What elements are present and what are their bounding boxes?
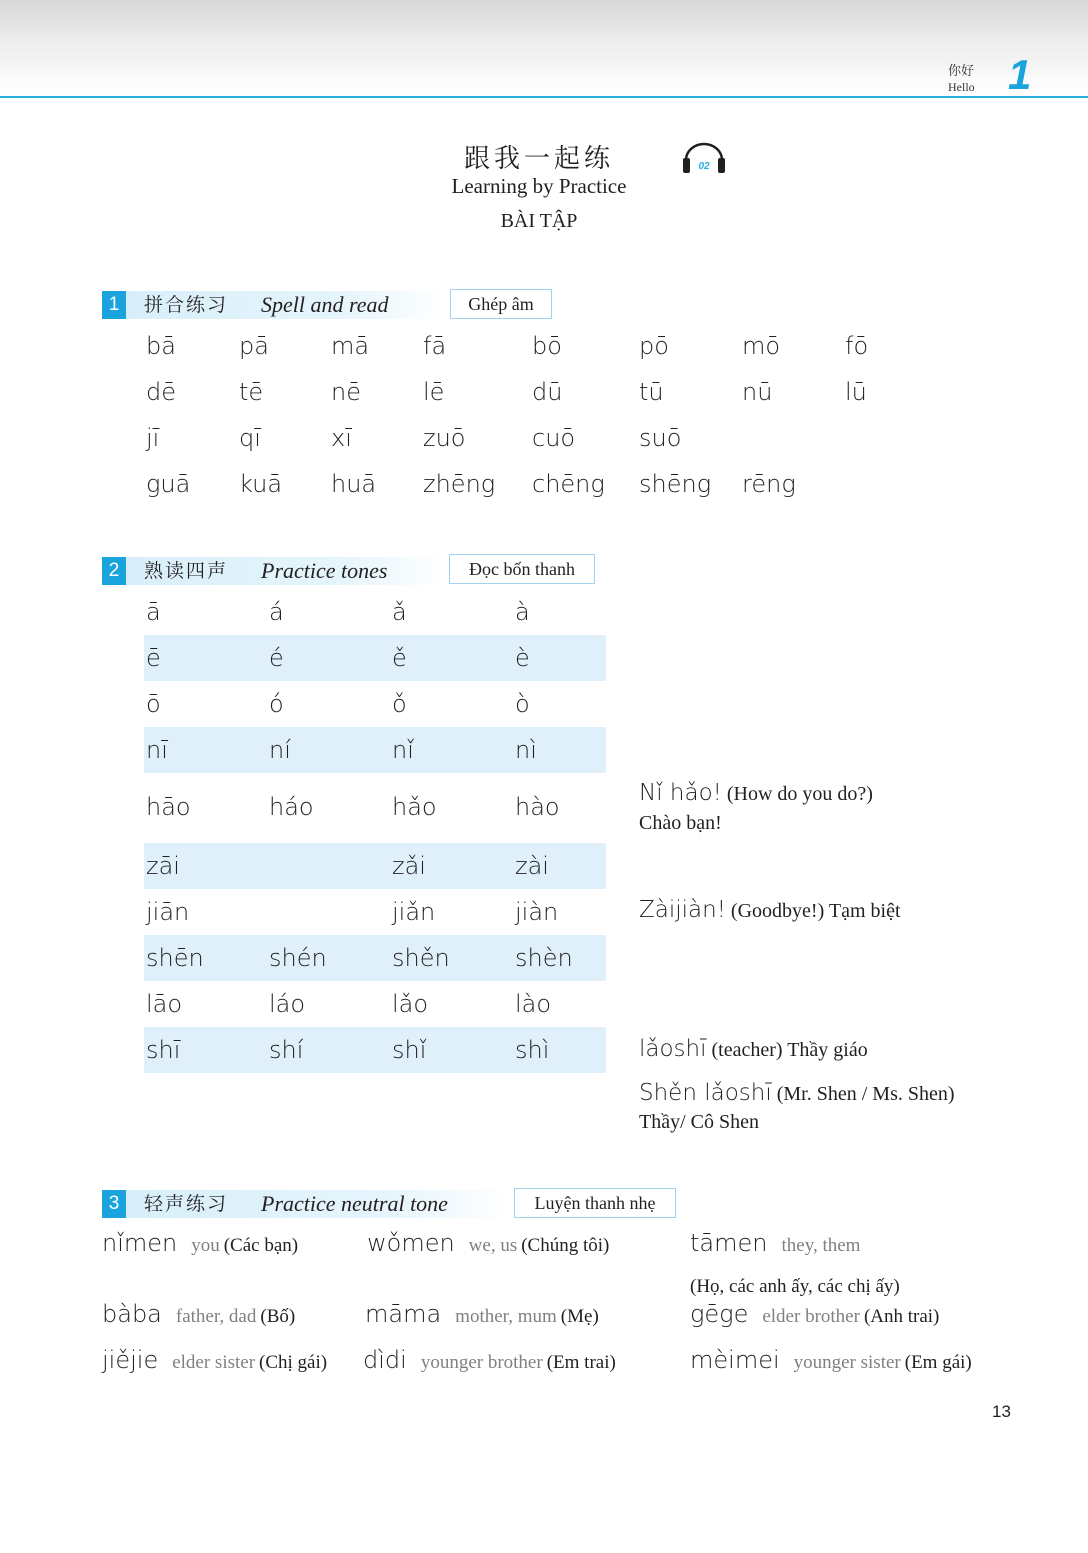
tone-syllable: zài: [515, 852, 549, 880]
note-pinyin: Nǐ hǎo!: [639, 780, 722, 806]
word-pinyin: māma: [365, 1300, 442, 1328]
pinyin-syllable: dū: [532, 378, 563, 406]
pinyin-syllable: fō: [845, 332, 869, 360]
tone-syllable: ǎ: [392, 598, 407, 626]
pinyin-syllable: zuō: [423, 424, 466, 452]
tone-syllable: shǐ: [392, 1036, 427, 1064]
tone-row: [144, 773, 606, 841]
word-gloss-english: younger sister: [793, 1352, 901, 1373]
tone-syllable: zāi: [146, 852, 180, 880]
lesson-title-en: Hello: [948, 80, 975, 94]
pinyin-syllable: mā: [331, 332, 370, 360]
note-pinyin: Zàijiàn!: [639, 897, 726, 923]
tone-syllable: à: [515, 598, 530, 626]
note-english: (teacher): [711, 1039, 783, 1061]
note-nihao: [639, 780, 873, 806]
note-pinyin: lǎoshī: [639, 1036, 707, 1062]
pinyin-syllable: tē: [239, 378, 264, 406]
pinyin-syllable: cuō: [532, 424, 576, 452]
tone-syllable: é: [269, 644, 284, 672]
tone-syllable: nī: [146, 736, 168, 764]
tone-syllable: lǎo: [392, 990, 429, 1018]
word-pinyin: dìdi: [363, 1346, 407, 1374]
tone-syllable: shén: [269, 944, 327, 972]
word-gloss-vietnamese: (Chúng tôi): [521, 1235, 610, 1256]
pinyin-syllable: nū: [742, 378, 773, 406]
pinyin-syllable: xī: [331, 424, 352, 452]
tone-syllable: shěn: [392, 944, 450, 972]
word-gloss-vietnamese: (Anh trai): [863, 1306, 940, 1327]
pinyin-syllable: mō: [742, 332, 781, 360]
note-english: (Goodbye!): [730, 900, 825, 922]
section-2-header: [102, 557, 446, 585]
word-pinyin: nǐmen: [102, 1229, 178, 1257]
word-gloss-english: father, dad: [175, 1306, 257, 1327]
tone-syllable: shèn: [515, 944, 573, 972]
neutral-tone-word: [363, 1346, 616, 1374]
pinyin-syllable: fā: [423, 332, 447, 360]
note-zaijian: [639, 897, 901, 923]
tone-syllable: ō: [146, 690, 161, 718]
tone-syllable: shí: [269, 1036, 304, 1064]
word-pinyin: jiějie: [102, 1346, 159, 1374]
tone-syllable: ǒ: [392, 690, 407, 718]
word-gloss-english: elder brother: [762, 1306, 860, 1327]
note-vietnamese: Thầy giáo: [787, 1039, 868, 1061]
word-gloss-vietnamese: (Em trai): [546, 1352, 616, 1373]
note-nihao-vi: Chào bạn!: [639, 812, 722, 834]
tone-syllable: shì: [515, 1036, 550, 1064]
pinyin-syllable: qī: [239, 424, 261, 452]
neutral-tone-word: [102, 1346, 327, 1374]
word-pinyin: gēge: [690, 1300, 749, 1328]
pinyin-syllable: huā: [331, 470, 377, 498]
section-heading-en: Practice tones: [261, 558, 388, 583]
header-rule: [0, 96, 1088, 98]
tone-syllable: nǐ: [392, 736, 414, 764]
tone-row: [144, 1027, 606, 1073]
tone-syllable: ó: [269, 690, 284, 718]
pinyin-syllable: chēng: [532, 470, 605, 498]
pinyin-syllable: pā: [239, 332, 269, 360]
pinyin-syllable: nē: [331, 378, 361, 406]
tone-syllable: zǎi: [392, 852, 426, 880]
pinyin-syllable: tū: [639, 378, 664, 406]
tone-syllable: háo: [269, 793, 314, 821]
word-gloss-english: younger brother: [420, 1352, 543, 1373]
pinyin-syllable: pō: [639, 332, 669, 360]
tone-syllable: hǎo: [392, 793, 437, 821]
neutral-tone-word: [690, 1346, 972, 1374]
page-number: 13: [992, 1402, 1011, 1421]
tone-syllable: ní: [269, 736, 291, 764]
word-gloss-english: they, them: [781, 1235, 861, 1256]
neutral-tone-word: [102, 1300, 295, 1328]
word-pinyin: mèimei: [690, 1346, 780, 1374]
pinyin-syllable: lē: [423, 378, 445, 406]
tone-row: [144, 843, 606, 889]
lesson-title-cn: 你好: [948, 64, 975, 79]
note-vietnamese: Tạm biệt: [828, 900, 901, 922]
pinyin-syllable: bā: [146, 332, 176, 360]
pinyin-syllable: guā: [146, 470, 191, 498]
page-header: [0, 0, 1088, 97]
section-number: 3: [102, 1190, 126, 1218]
section-title-cn: 跟我一起练: [463, 144, 614, 174]
section-heading-en: Practice neutral tone: [261, 1191, 448, 1216]
neutral-tone-word: [365, 1300, 599, 1328]
tone-syllable: hāo: [146, 793, 191, 821]
tone-syllable: jiàn: [515, 898, 559, 926]
section-heading-cn: 熟读四声: [144, 560, 229, 582]
neutral-tone-word: [690, 1300, 939, 1328]
pinyin-syllable: zhēng: [423, 470, 496, 498]
section-heading-vi: Luyện thanh nhẹ: [514, 1188, 676, 1218]
section-title-en: Learning by Practice: [451, 174, 627, 198]
note-english: (Mr. Shen / Ms. Shen): [776, 1083, 955, 1105]
word-pinyin: wǒmen: [367, 1229, 455, 1257]
tone-syllable: nì: [515, 736, 537, 764]
tone-syllable: á: [269, 598, 284, 626]
word-gloss-english: elder sister: [172, 1352, 256, 1373]
word-gloss-english: we, us: [468, 1235, 518, 1256]
tone-row: [144, 727, 606, 773]
section-3-header: [102, 1190, 512, 1218]
note-english: (How do you do?): [726, 783, 873, 805]
tone-syllable: hào: [515, 793, 560, 821]
audio-track-number: 02: [698, 161, 710, 172]
tone-row: [144, 935, 606, 981]
pinyin-syllable: dē: [146, 378, 176, 406]
tone-row: [144, 889, 606, 935]
section-number: 1: [102, 291, 126, 319]
tone-syllable: lāo: [146, 990, 183, 1018]
section-title-vi: BÀI TẬP: [500, 210, 578, 232]
section-heading-vi: Đọc bốn thanh: [449, 554, 595, 584]
tone-syllable: è: [515, 644, 530, 672]
section-heading-en: Spell and read: [261, 292, 389, 317]
tone-syllable: ě: [392, 644, 407, 672]
word-gloss-vietnamese: (Em gái): [904, 1352, 972, 1373]
neutral-tone-word: [102, 1229, 298, 1257]
section-number: 2: [102, 557, 126, 585]
tone-syllable: lào: [515, 990, 552, 1018]
tone-syllable: ò: [515, 690, 530, 718]
note-shenlaoshi: [639, 1080, 955, 1106]
tone-syllable: jiǎn: [392, 898, 436, 926]
section-heading-vi: Ghép âm: [450, 289, 552, 319]
tone-syllable: jiān: [146, 898, 190, 926]
pinyin-syllable: kuā: [239, 470, 283, 498]
tamen-vietnamese: (Họ, các anh ấy, các chị ấy): [690, 1276, 900, 1297]
tone-row: [144, 589, 606, 635]
word-pinyin: bàba: [102, 1300, 162, 1328]
neutral-tone-word: [367, 1229, 609, 1257]
word-gloss-english: mother, mum: [455, 1306, 557, 1327]
note-shenlaoshi-vi: Thầy/ Cô Shen: [639, 1111, 759, 1133]
pinyin-syllable: suō: [639, 424, 682, 452]
word-gloss-vietnamese: (Các bạn): [223, 1235, 299, 1256]
word-gloss-vietnamese: (Bố): [260, 1306, 296, 1327]
section-heading-cn: 轻声练习: [144, 1193, 229, 1215]
note-pinyin: Shěn lǎoshī: [639, 1080, 772, 1106]
pinyin-syllable: bō: [532, 332, 562, 360]
note-laoshi: [639, 1036, 868, 1062]
word-gloss-vietnamese: (Chị gái): [259, 1352, 328, 1373]
pinyin-syllable: rēng: [742, 470, 796, 498]
tone-row: [144, 981, 606, 1027]
neutral-tone-word: [690, 1229, 860, 1257]
pinyin-syllable: lū: [845, 378, 867, 406]
section-heading-cn: 拼合练习: [144, 294, 229, 316]
word-gloss-english: you: [191, 1235, 220, 1256]
tone-syllable: láo: [269, 990, 306, 1018]
lesson-number: 1: [1008, 51, 1032, 98]
tone-syllable: shī: [146, 1036, 181, 1064]
tone-syllable: shēn: [146, 944, 204, 972]
word-gloss-vietnamese: (Mẹ): [560, 1306, 599, 1327]
pinyin-syllable: shēng: [639, 470, 712, 498]
tone-syllable: ē: [146, 644, 161, 672]
tone-row: [144, 635, 606, 681]
section-1-header: [102, 291, 446, 319]
pinyin-syllable: jī: [146, 424, 160, 452]
tone-row: [144, 681, 606, 727]
tone-syllable: ā: [146, 598, 161, 626]
headphones-icon[interactable]: [680, 140, 728, 176]
word-pinyin: tāmen: [690, 1229, 768, 1257]
